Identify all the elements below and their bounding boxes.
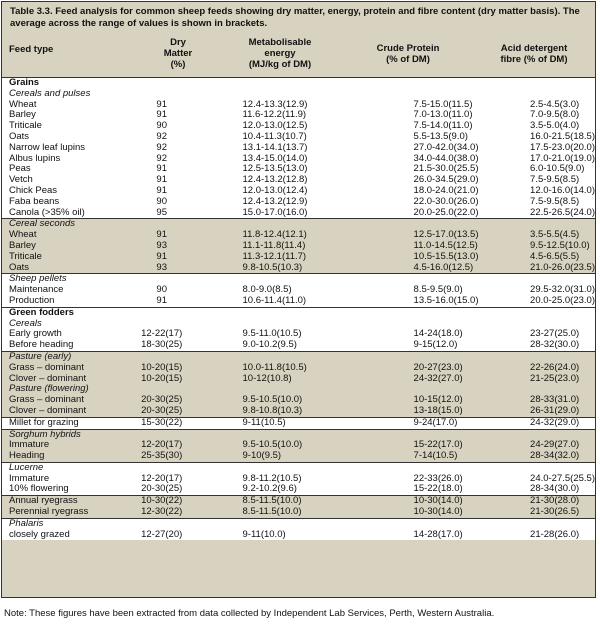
energy-cell: 11.8-12.4(12.1) [242, 229, 307, 241]
row-group [2, 429, 595, 462]
feed-name-cell: Barley [9, 109, 36, 121]
fibre-cell: 28-34(32.0) [530, 450, 580, 462]
fibre-cell: 20.0-25.0(23.0) [530, 294, 595, 306]
fibre-cell: 17.0-21.0(19.0) [530, 152, 595, 164]
header-crude-protein: Crude Protein (% of DM) [376, 43, 440, 65]
dry-matter-cell: 12-30(22) [141, 506, 183, 518]
energy-cell [187, 462, 362, 473]
protein-cell: 10-30(14.0) [413, 506, 463, 518]
protein-cell: 15-22(17.0) [413, 439, 463, 451]
dry-matter-cell [137, 78, 187, 89]
feed-name-cell: Before heading [9, 339, 74, 351]
row-group [2, 78, 595, 219]
fibre-cell [495, 462, 595, 473]
protein-cell: 7.5-14.0(11.0) [413, 120, 473, 132]
row-group [2, 219, 595, 274]
fibre-cell: 24.0-27.5(25.5) [530, 472, 595, 484]
feed-name-cell: Sheep pellets [2, 274, 137, 285]
energy-cell [187, 518, 362, 529]
feed-name-cell: Barley [9, 239, 36, 251]
feed-name-cell: Peas [9, 163, 31, 175]
energy-cell: 9.0-10.2(9.5) [242, 339, 297, 351]
protein-cell: 20.0-25.0(22.0) [413, 206, 479, 218]
fibre-cell: 29.5-32.0(31.0) [530, 284, 595, 296]
feed-name-cell: Grass – dominant [9, 394, 84, 406]
feed-table [2, 78, 595, 540]
feed-name-cell: Maintenance [9, 284, 64, 296]
table-row [2, 451, 595, 462]
table-row [2, 143, 595, 154]
feed-name-cell: Canola (>35% oil) [9, 206, 85, 218]
row-group [2, 518, 595, 540]
row-group [2, 274, 595, 307]
protein-cell [362, 518, 496, 529]
energy-cell: 9-11(10.0) [242, 528, 286, 540]
table-row [2, 208, 595, 219]
table-row [2, 340, 595, 351]
fibre-cell: 3.5-5.0(4.0) [530, 120, 580, 132]
energy-cell: 9-10(9.5) [242, 450, 282, 462]
energy-cell: 13.4-15.0(14.0) [242, 152, 308, 164]
protein-cell: 9-24(17.0) [362, 417, 496, 429]
dry-matter-cell: 10-20(15) [141, 361, 183, 373]
fibre-cell: 22-26(24.0) [530, 361, 580, 373]
fibre-cell: 21-30(26.5) [530, 506, 580, 518]
row-group [2, 351, 595, 417]
energy-cell: 9.2-10.2(9.6) [242, 483, 297, 495]
protein-cell [362, 78, 496, 89]
feed-name-cell: Perennial ryegrass [9, 506, 89, 518]
protein-cell: 22-33(26.0) [413, 472, 463, 484]
table-frame [1, 1, 596, 598]
energy-cell: 8.5-11.5(10.0) [242, 506, 302, 518]
table-row [2, 374, 595, 385]
energy-cell: 9.8-10.8(10.3) [242, 404, 303, 416]
dry-matter-cell: 20-30(25) [141, 404, 183, 416]
fibre-cell: 24-29(27.0) [530, 439, 580, 451]
feed-name-cell: Sorghum hybrids [2, 429, 137, 440]
energy-cell: 9.5-11.0(10.5) [242, 328, 302, 340]
feed-name-cell: Millet for grazing [2, 417, 137, 429]
fibre-cell: 21-28(26.0) [530, 528, 580, 540]
feed-name-cell: Heading [9, 450, 45, 462]
protein-cell: 7-14(10.5) [413, 450, 458, 462]
table-row [2, 296, 595, 307]
protein-cell: 10.5-15.5(13.0) [413, 250, 479, 262]
feed-name-cell: Production [9, 294, 55, 306]
dry-matter-cell: 93 [156, 239, 167, 251]
protein-cell [362, 89, 496, 100]
protein-cell: 18.0-24.0(21.0) [413, 184, 479, 196]
dry-matter-cell: 20-30(25) [141, 483, 183, 495]
protein-cell: 8.5-9.5(9.0) [413, 284, 463, 296]
energy-cell: 12.4-13.3(12.9) [242, 98, 308, 110]
subsection-heading-row [2, 462, 595, 473]
protein-cell: 11.0-14.5(12.5) [413, 239, 478, 251]
feed-name-cell: closely grazed [9, 528, 70, 540]
table-row [2, 474, 595, 485]
table-row [2, 440, 595, 451]
fibre-cell: 28-32(30.0) [530, 339, 580, 351]
fibre-cell [495, 518, 595, 529]
dry-matter-cell: 90 [156, 120, 167, 132]
feed-name-cell: Grass – dominant [9, 361, 84, 373]
fibre-cell: 21-30(28.0) [495, 496, 595, 507]
protein-cell: 7.5-15.0(11.5) [413, 98, 473, 110]
fibre-cell: 23-27(25.0) [530, 328, 580, 340]
feed-name-cell: Early growth [9, 328, 62, 340]
energy-cell: 15.0-17.0(16.0) [242, 206, 308, 218]
row-group [2, 307, 595, 351]
energy-cell: 8.0-9.0(8.5) [242, 284, 292, 296]
dry-matter-cell: 93 [156, 261, 167, 273]
dry-matter-cell: 90 [156, 195, 167, 207]
fibre-cell: 24-32(29.0) [495, 417, 595, 429]
feed-name-cell: Oats [9, 261, 30, 273]
dry-matter-cell: 20-30(25) [141, 394, 183, 406]
fibre-cell: 17.5-23.0(20.0) [530, 141, 595, 153]
feed-name-cell: Cereals [9, 317, 42, 329]
fibre-cell: 22.5-26.5(24.0) [530, 206, 595, 218]
dry-matter-cell: 92 [156, 141, 167, 153]
energy-cell: 12.4-13.2(12.9) [242, 195, 308, 207]
table-title: Table 3.3. Feed analysis for common sheep feeds showing dry matter, energy, protein and fibre content (dry matter basis). The average across the range of values is shown in brackets. [10, 6, 580, 29]
dry-matter-cell: 25-35(30) [141, 450, 183, 462]
feed-name-cell: Triticale [9, 250, 42, 262]
dry-matter-cell: 91 [156, 174, 167, 186]
dry-matter-cell: 90 [156, 284, 167, 296]
dry-matter-cell: 12-20(17) [141, 439, 183, 451]
dry-matter-cell: 15-30(22) [137, 417, 187, 429]
feed-name-cell: Narrow leaf lupins [9, 141, 86, 153]
dry-matter-cell [137, 89, 187, 100]
feed-name-cell: Green fodders [2, 307, 137, 318]
feed-name-cell: Wheat [9, 229, 37, 241]
feed-name-cell: Chick Peas [9, 184, 58, 196]
protein-cell: 7.0-13.0(11.0) [413, 109, 473, 121]
energy-cell: 9-11(10.5) [187, 417, 362, 429]
header-dry-matter: Dry Matter (%) [163, 37, 193, 70]
fibre-cell: 28-34(30.0) [530, 483, 580, 495]
dry-matter-cell: 91 [156, 250, 167, 262]
feed-name-cell: Faba beans [9, 195, 60, 207]
energy-cell: 11.3-12.1(11.7) [242, 250, 307, 262]
dry-matter-cell: 12-20(17) [141, 472, 183, 484]
energy-cell: 8.5-11.5(10.0) [187, 496, 362, 507]
energy-cell: 11.6-12.2(11.9) [242, 109, 307, 121]
table-row [2, 329, 595, 340]
feed-name-cell: Grains [9, 77, 40, 88]
table-row [2, 263, 595, 274]
fibre-cell: 16.0-21.5(18.5) [530, 130, 595, 142]
fibre-cell: 9.5-12.5(10.0) [530, 239, 590, 251]
row-group [2, 417, 595, 429]
protein-cell: 21.5-30.0(25.5) [413, 163, 479, 175]
protein-cell: 10-15(12.0) [413, 394, 463, 406]
energy-cell: 10.6-11.4(11.0) [242, 294, 307, 306]
dry-matter-cell: 91 [156, 184, 167, 196]
protein-cell [362, 462, 496, 473]
protein-cell: 13-18(15.0) [413, 404, 463, 416]
fibre-cell: 2.5-4.5(3.0) [530, 98, 580, 110]
dry-matter-cell [137, 518, 187, 529]
fibre-cell: 28-33(31.0) [530, 394, 580, 406]
dry-matter-cell [137, 307, 187, 318]
energy-cell: 10-12(10.8) [242, 372, 292, 384]
table-row [2, 530, 595, 541]
feed-name-cell: Albus lupins [9, 152, 61, 164]
table-header [2, 35, 595, 78]
protein-cell: 13.5-16.0(15.0) [413, 294, 479, 306]
feed-name-cell: Pasture (flowering) [9, 383, 89, 395]
table-row [2, 363, 595, 374]
table-row [2, 252, 595, 263]
fibre-cell: 4.5-6.5(5.5) [530, 250, 580, 262]
fibre-cell [495, 307, 595, 318]
dry-matter-cell: 92 [156, 130, 167, 142]
energy-cell: 9.5-10.5(10.0) [242, 394, 303, 406]
protein-cell: 15-22(18.0) [413, 483, 463, 495]
energy-cell: 9.8-11.2(10.5) [242, 472, 302, 484]
fibre-cell: 7.5-9.5(8.5) [530, 174, 580, 186]
dry-matter-cell: 18-30(25) [141, 339, 183, 351]
subsection-heading-row [2, 274, 595, 285]
feed-name-cell: Phalaris [2, 518, 137, 529]
subsection-heading-row [2, 518, 595, 529]
table-row [2, 484, 595, 495]
header-metabolisable-energy: Metabolisable energy (MJ/kg of DM) [248, 37, 312, 70]
feed-name-cell: Pasture (early) [2, 351, 137, 362]
protein-cell: 22.0-30.0(26.0) [413, 195, 479, 207]
energy-cell: 12.0-13.0(12.4) [242, 184, 308, 196]
feed-name-cell: Wheat [9, 98, 37, 110]
row-group [2, 462, 595, 495]
fibre-cell: 6.0-10.5(9.0) [530, 163, 585, 175]
feed-name-cell: Triticale [9, 120, 42, 132]
dry-matter-cell: 91 [156, 163, 167, 175]
protein-cell: 10-30(14.0) [362, 496, 496, 507]
energy-cell: 12.4-13.2(12.8) [242, 174, 308, 186]
fibre-cell: 3.5-5.5(4.5) [530, 229, 580, 241]
protein-cell: 34.0-44.0(38.0) [413, 152, 479, 164]
energy-cell: 9.5-10.5(10.0) [242, 439, 303, 451]
feed-name-cell: Annual ryegrass [2, 496, 137, 507]
energy-cell [187, 78, 362, 89]
fibre-cell: 12.0-16.0(14.0) [530, 184, 595, 196]
dry-matter-cell: 91 [156, 109, 167, 121]
fibre-cell: 7.5-9.5(8.5) [530, 195, 580, 207]
feed-name-cell: Clover – dominant [9, 404, 87, 416]
protein-cell: 5.5-13.5(9.0) [413, 130, 468, 142]
energy-cell: 9.8-10.5(10.3) [242, 261, 303, 273]
fibre-cell: 26-31(29.0) [530, 404, 580, 416]
protein-cell: 14-28(17.0) [413, 528, 463, 540]
feed-name-cell: Vetch [9, 174, 33, 186]
footnote: Note: These figures have been extracted from data collected by Independent Lab Services, Perth, Western Australia. [4, 608, 495, 619]
dry-matter-cell: 10-20(15) [141, 372, 183, 384]
feed-name-cell: 10% flowering [9, 483, 69, 495]
dry-matter-cell [137, 462, 187, 473]
subsection-heading-row [2, 89, 595, 100]
protein-cell: 27.0-42.0(34.0) [413, 141, 479, 153]
protein-cell: 20-27(23.0) [413, 361, 463, 373]
energy-cell: 10.0-11.8(10.5) [242, 361, 307, 373]
dry-matter-cell: 12-22(17) [141, 328, 183, 340]
header-acid-detergent-fibre: Acid detergent fibre (% of DM) [500, 43, 568, 65]
protein-cell: 14-24(18.0) [413, 328, 463, 340]
dry-matter-cell: 91 [156, 294, 167, 306]
fibre-cell: 21-25(23.0) [530, 372, 580, 384]
protein-cell: 12.5-17.0(13.5) [413, 229, 479, 241]
table-row [2, 197, 595, 208]
energy-cell: 11.1-11.8(11.4) [242, 239, 306, 251]
fibre-cell [495, 78, 595, 89]
protein-cell: 9-15(12.0) [413, 339, 458, 351]
energy-cell: 12.0-13.0(12.5) [242, 120, 308, 132]
energy-cell: 10.4-11.3(10.7) [242, 130, 307, 142]
feed-name-cell: Cereal seconds [2, 219, 137, 230]
energy-cell: 12.5-13.5(13.0) [242, 163, 308, 175]
dry-matter-cell: 91 [156, 98, 167, 110]
fibre-cell [495, 89, 595, 100]
fibre-cell: 21.0-26.0(23.5) [530, 261, 595, 273]
table-row [2, 406, 595, 417]
dry-matter-cell: 12-27(20) [141, 528, 183, 540]
row-group [2, 496, 595, 519]
header-feed-type: Feed type [9, 44, 54, 55]
energy-cell: 13.1-14.1(13.7) [242, 141, 308, 153]
protein-cell: 24-32(27.0) [413, 372, 463, 384]
feed-name-cell: Lucerne [2, 462, 137, 473]
feed-name-cell: Immature [9, 472, 50, 484]
protein-cell: 26.0-34.5(29.0) [413, 174, 479, 186]
dry-matter-cell: 91 [156, 229, 167, 241]
table-row [2, 417, 595, 429]
dry-matter-cell: 92 [156, 152, 167, 164]
feed-name-cell: Oats [9, 130, 30, 142]
feed-name-cell: Immature [9, 439, 50, 451]
protein-cell [362, 307, 496, 318]
feed-name-cell: Cereals and pulses [9, 87, 91, 99]
energy-cell [187, 89, 362, 100]
dry-matter-cell: 95 [156, 206, 167, 218]
section-heading-row [2, 78, 595, 89]
energy-cell [187, 307, 362, 318]
dry-matter-cell: 10-30(22) [137, 496, 187, 507]
section-heading-row [2, 307, 595, 318]
feed-name-cell: Clover – dominant [9, 372, 87, 384]
fibre-cell: 7.0-9.5(8.0) [530, 109, 580, 121]
table-row [2, 507, 595, 518]
protein-cell: 4.5-16.0(12.5) [413, 261, 474, 273]
